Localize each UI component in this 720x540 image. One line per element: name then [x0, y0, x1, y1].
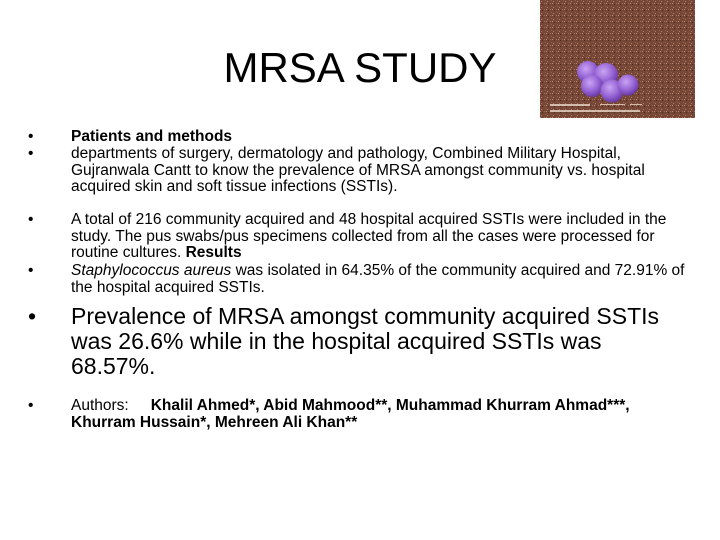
prevalence-text: Prevalence of MRSA amongst community acquired SSTIs was 26.6% while in the hospital acquired SSTIs was 68.57%. [71, 303, 660, 379]
authors-names: Khalil Ahmed*, Abid Mahmood**, Muhammad Khurram Ahmad***, Khurram Hussain*, Mehreen Ali Khan** [71, 397, 630, 431]
bullet-marker: • [28, 128, 34, 145]
slide-title: MRSA STUDY [223, 44, 497, 91]
patients-methods-heading: Patients and methods [71, 128, 233, 145]
bullet-marker: • [28, 303, 37, 329]
staph-text: was isolated in 64.35% of the community acquired and 72.91% of the hospital acquired SSTIs. [71, 262, 685, 296]
total-text: A total of 216 community acquired and 48 hospital acquired SSTIs were included in the study. The pus swabs/pus specimens collected from all the cases were processed for routine cultures. [71, 211, 667, 261]
bullet-marker: • [28, 145, 34, 162]
results-heading: Results [185, 244, 242, 261]
departments-text: departments of surgery, dermatology and pathology, Combined Military Hospital, Gujranwala Cantt to know the prevalence of MRSA amongst community vs. hospital acquired skin and soft tissue infections (SSTIs). [71, 145, 645, 195]
authors-label: Authors: [71, 397, 129, 414]
staph-aureus-name: Staphylococcus aureus [71, 262, 232, 279]
bullet-marker: • [28, 262, 34, 279]
bullet-marker: • [28, 397, 34, 414]
bullet-marker: • [28, 211, 34, 228]
mrsa-micrograph-image [540, 0, 695, 118]
